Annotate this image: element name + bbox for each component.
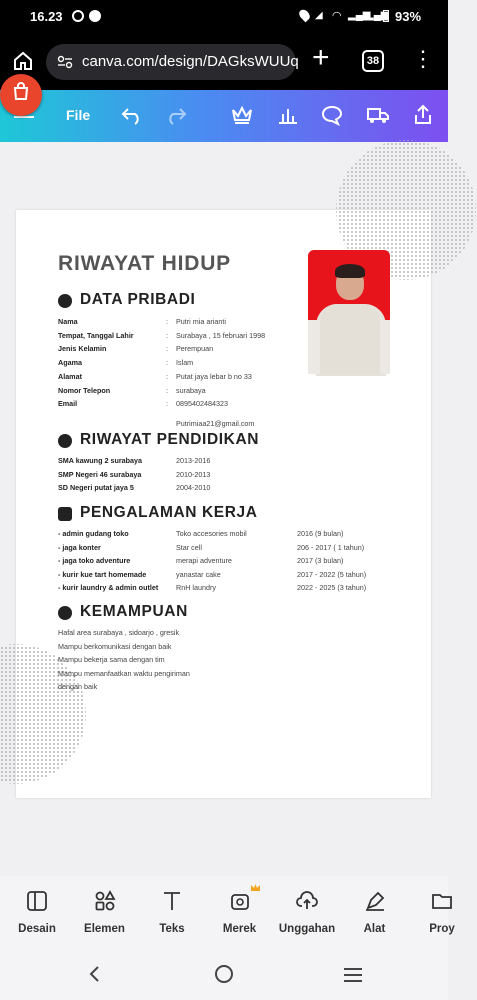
field-separator: : <box>166 385 168 395</box>
job-period[interactable]: 2022 - 2025 (3 tahun) <box>297 583 367 592</box>
more-menu-icon[interactable]: ⋮ <box>412 46 434 71</box>
volte-icon: ◢ <box>315 10 323 21</box>
resume-title[interactable]: RIWAYAT HIDUP <box>58 252 231 275</box>
job-role[interactable]: - jaga konter <box>58 542 101 552</box>
upload-icon <box>295 889 319 913</box>
driver-extension-badge[interactable] <box>0 74 42 116</box>
graduation-cap-icon <box>58 434 72 448</box>
status-bar <box>0 0 448 34</box>
tab-count: 38 <box>366 55 380 67</box>
battery-level: 93% <box>395 9 422 24</box>
job-company[interactable]: Toko accesories mobil <box>176 529 247 538</box>
field-value[interactable]: Putat jaya lebar b no 33 <box>176 371 252 381</box>
skill-line[interactable]: Mampu bekerja sama dengan tim <box>58 655 165 664</box>
crown-icon[interactable] <box>230 104 254 126</box>
back-icon[interactable] <box>86 964 102 984</box>
share-icon[interactable] <box>411 103 435 127</box>
profile-photo[interactable] <box>308 250 390 374</box>
job-company[interactable]: yanastar cake <box>176 569 221 579</box>
school-years[interactable]: 2013-2016 <box>176 456 211 465</box>
whatsapp-icon <box>72 10 84 22</box>
field-separator: : <box>166 317 168 326</box>
toolbar-tab-alat[interactable] <box>340 876 410 948</box>
skills-gear-icon <box>58 606 72 620</box>
pro-crown-icon <box>250 883 261 892</box>
field-label[interactable]: Agama <box>58 358 82 368</box>
wifi-icon: ◠ <box>332 10 342 22</box>
toolbar-tab-merek[interactable] <box>205 876 275 948</box>
site-settings-icon[interactable] <box>57 55 73 69</box>
school-name[interactable]: SMA kawung 2 surabaya <box>58 456 143 465</box>
field-label[interactable]: Nomor Telepon <box>58 385 111 395</box>
field-value[interactable]: surabaya <box>176 385 206 395</box>
photo-shirt-front <box>320 304 380 374</box>
field-separator: : <box>166 371 168 381</box>
section-heading-pengalaman[interactable]: PENGALAMAN KERJA <box>80 504 258 521</box>
job-company[interactable]: merapi adventure <box>176 556 232 565</box>
undo-icon[interactable] <box>120 104 144 126</box>
field-label[interactable]: Nama <box>58 317 78 326</box>
comment-icon[interactable] <box>320 104 344 126</box>
school-name[interactable]: SD Negeri putat jaya 5 <box>58 483 134 492</box>
job-period[interactable]: 2016 (9 bulan) <box>297 529 344 538</box>
brand-icon <box>228 889 252 913</box>
url-text: canva.com/design/DAGksWUUq <box>82 53 299 70</box>
truck-icon[interactable] <box>366 104 390 126</box>
skill-line[interactable]: Mampu memanfaatkan waktu pengiriman <box>58 668 190 678</box>
signal-icon: ▂▄▆ <box>366 10 389 21</box>
canva-toolbar <box>0 90 448 142</box>
job-role[interactable]: - kurir laundry & admin outlet <box>58 583 159 592</box>
section-heading-data-pribadi[interactable]: DATA PRIBADI <box>80 291 196 308</box>
system-nav-bar <box>0 948 448 1000</box>
toolbar-tab-label: Elemen <box>84 923 125 935</box>
job-period[interactable]: 2017 - 2022 (5 tahun) <box>297 569 367 579</box>
toolbar-tab-label: Alat <box>363 923 386 935</box>
job-role[interactable]: - admin gudang toko <box>58 529 129 538</box>
facebook-icon <box>89 10 101 22</box>
insights-chart-icon[interactable] <box>276 104 300 126</box>
job-period[interactable]: 2017 (3 bulan) <box>297 556 344 565</box>
text-icon <box>160 889 184 913</box>
field-separator: : <box>166 330 168 340</box>
home-nav-icon[interactable] <box>215 965 233 983</box>
field-value[interactable]: Putri mia arianti <box>176 317 226 326</box>
battery-icon <box>383 10 389 22</box>
tab-switcher-button[interactable] <box>362 50 384 72</box>
school-years[interactable]: 2010-2013 <box>176 469 211 479</box>
field-separator: : <box>166 358 168 368</box>
file-menu[interactable]: File <box>66 107 91 123</box>
new-tab-icon[interactable]: + <box>312 41 330 74</box>
address-field[interactable] <box>46 44 299 80</box>
field-value[interactable]: Perempuan <box>176 344 214 354</box>
field-value[interactable]: Surabaya , 15 februari 1998 <box>176 330 266 340</box>
pen-icon <box>363 889 387 913</box>
field-label[interactable]: Email <box>58 399 78 409</box>
briefcase-icon <box>58 507 72 521</box>
field-label[interactable]: Alamat <box>58 371 82 381</box>
section-heading-pendidikan[interactable]: RIWAYAT PENDIDIKAN <box>80 431 260 448</box>
job-role[interactable]: - jaga toko adventure <box>58 556 131 565</box>
field-label[interactable]: Tempat, Tanggal Lahir <box>58 330 134 340</box>
job-period[interactable]: 206 - 2017 ( 1 tahun) <box>297 542 365 552</box>
toolbar-tab-label: Desain <box>18 923 56 935</box>
job-company[interactable]: Star cell <box>176 542 202 552</box>
browser-url-bar <box>0 34 448 90</box>
photo-hair <box>335 264 365 278</box>
toolbar-tab-unggahan[interactable] <box>272 876 342 948</box>
field-separator: : <box>166 344 168 354</box>
toolbar-tab-teks[interactable] <box>137 876 207 948</box>
toolbar-tab-desain[interactable] <box>2 876 72 948</box>
bag-icon <box>11 81 31 101</box>
toolbar-tab-label: Merek <box>222 923 257 935</box>
job-company[interactable]: RnH laundry <box>176 583 216 592</box>
school-name[interactable]: SMP Negeri 46 surabaya <box>58 469 142 479</box>
email-value[interactable]: Putrimiaa21@gmail.com <box>176 419 255 428</box>
recents-icon[interactable] <box>344 968 362 970</box>
field-label[interactable]: Jenis Kelamin <box>58 344 107 354</box>
toolbar-tab-label: Teks <box>159 923 185 935</box>
toolbar-tab-label: Unggahan <box>278 923 336 935</box>
folder-icon <box>430 889 454 913</box>
layout-icon <box>25 889 49 913</box>
skill-line[interactable]: Hafal area surabaya , sidoarjo , gresik <box>58 628 180 637</box>
editor-canvas <box>0 142 448 876</box>
skill-line[interactable]: Mampu berkomunikasi dengan baik <box>58 641 172 651</box>
signal-icon: ▂▄▆ <box>348 10 371 21</box>
school-years[interactable]: 2004-2010 <box>176 483 211 492</box>
toolbar-tab-elemen[interactable] <box>70 876 140 948</box>
toolbar-tab-label: Proy <box>429 923 455 935</box>
field-separator: : <box>166 399 168 409</box>
location-icon <box>297 8 312 23</box>
section-heading-kemampuan[interactable]: KEMAMPUAN <box>80 603 188 620</box>
person-icon <box>58 294 72 308</box>
toolbar-tab-proy[interactable] <box>407 876 477 948</box>
bottom-toolbar <box>0 876 455 948</box>
clock: 16.23 <box>30 9 63 24</box>
field-value[interactable]: 0895402484323 <box>176 399 228 409</box>
redo-icon[interactable] <box>164 104 188 126</box>
design-page[interactable] <box>16 210 431 798</box>
job-role[interactable]: - kurir kue tart homemade <box>58 569 147 579</box>
home-icon[interactable] <box>12 50 34 72</box>
skill-line[interactable]: dengan baik <box>58 682 98 691</box>
shapes-icon <box>93 889 117 913</box>
field-value[interactable]: Islam <box>176 358 194 368</box>
